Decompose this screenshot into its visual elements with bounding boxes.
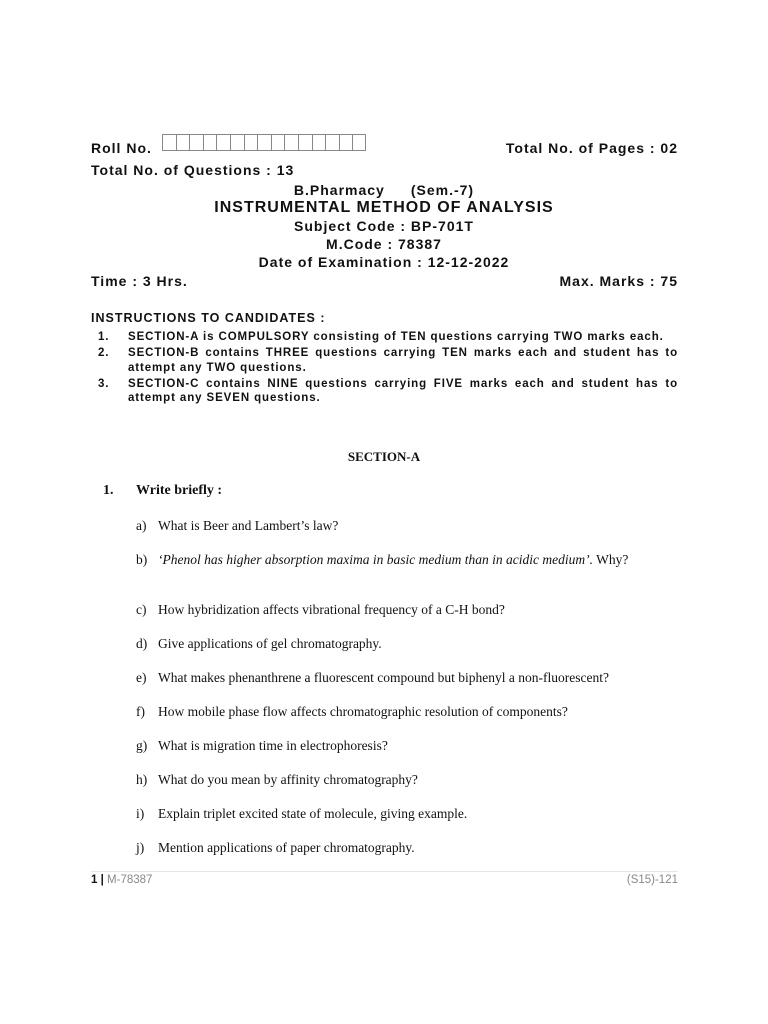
subquestion-e [136,669,678,686]
roll-number-box [203,134,217,151]
subquestion-label: f) [136,704,145,719]
roll-number-box [162,134,176,151]
instruction-text: SECTION-B contains THREE questions carrying TEN marks each and student has to attempt any TWO questions. [128,347,678,374]
subquestion-label: b) [136,552,148,567]
subquestion-d [136,635,678,652]
subquestion-text: Explain triplet excited state of molecule, giving example. [158,806,468,821]
program-line [0,182,768,198]
subquestion-text: Mention applications of paper chromatography. [158,840,415,855]
instruction-text: SECTION-C contains NINE questions carrying FIVE marks each and student has to attempt any SEVEN questions. [128,377,678,405]
roll-number-box [284,134,298,151]
subquestion-f [136,703,678,720]
roll-number-box [352,134,366,151]
subject-code: Subject Code : BP-701T [294,218,474,234]
roll-number-box [176,134,190,151]
subquestion-label: h) [136,772,148,787]
instruction-number: 3. [98,377,110,390]
subquestion-label: e) [136,670,147,685]
roll-number-box [230,134,244,151]
roll-number-box [325,134,339,151]
roll-number-row [91,138,678,158]
total-pages: Total No. of Pages : 02 [505,140,678,156]
subquestion-label: c) [136,602,147,617]
subquestion-label: g) [136,738,148,753]
instruction-text: SECTION-A is COMPULSORY consisting of TEN questions carrying TWO marks each. [128,331,664,343]
subquestion-a [136,517,678,534]
roll-number-box [271,134,285,151]
instruction-item [98,346,678,375]
subquestion-text: How mobile phase flow affects chromatographic resolution of components? [158,704,568,719]
semester: (Sem.-7) [410,182,475,198]
question-number: 1. [103,483,114,498]
exam-date: Date of Examination : 12-12-2022 [258,254,510,270]
subquestion-label: a) [136,518,147,533]
max-marks: Max. Marks : 75 [559,273,678,289]
roll-number-box [189,134,203,151]
instruction-item [98,377,678,406]
footer-separator: | [100,874,104,886]
subquestion-i [136,805,678,822]
subject-title: INSTRUMENTAL METHOD OF ANALYSIS [214,199,554,216]
instructions-heading: INSTRUCTIONS TO CANDIDATES : [91,311,326,325]
exam-time: Time : 3 Hrs. [91,273,188,289]
subquestion-text: What is migration time in electrophoresis? [158,738,388,753]
roll-number-box [339,134,353,151]
question-1 [103,483,223,499]
program-name: B.Pharmacy [293,182,385,198]
subquestion-c [136,601,678,618]
subquestion-text: Give applications of gel chromatography. [158,636,382,651]
footer-code: M-78387 [107,874,153,886]
instruction-number: 1. [98,331,110,343]
subquestion-j [136,839,678,856]
roll-number-box [298,134,312,151]
subquestion-text: How hybridization affects vibrational frequency of a C-H bond? [158,602,505,617]
roll-number-box [257,134,271,151]
question-text: Write briefly : [136,483,223,498]
subquestion-text: What makes phenanthrene a fluorescent compound but biphenyl a non-fluorescent? [158,670,609,685]
footer-right: (S15)-121 [626,874,678,886]
footer-page-number: 1 [91,874,98,886]
total-questions: Total No. of Questions : 13 [91,162,295,178]
instruction-number: 2. [98,347,110,360]
roll-number-boxes [162,134,366,152]
subquestion-text: What do you mean by affinity chromatography? [158,772,418,787]
subquestion-label: d) [136,636,148,651]
m-code: M.Code : 78387 [326,236,442,252]
section-a-title: SECTION-A [347,449,421,464]
subquestion-label: j) [136,840,145,855]
subquestion-label: i) [136,806,145,821]
footer-divider [91,871,678,872]
subquestion-italic-text: ‘Phenol has higher absorption maxima in basic medium than in acidic medium’. [158,552,593,567]
subquestion-g [136,737,678,754]
roll-number-label: Roll No. [91,140,152,156]
roll-number-box [216,134,230,151]
roll-number-box [244,134,258,151]
subquestion-b [136,551,678,568]
footer-left [91,874,152,886]
roll-number-box [312,134,326,151]
instructions-list [98,330,678,407]
subquestion-tail-text: Why? [592,552,629,567]
instruction-item [98,330,678,344]
subquestion-text [136,551,678,568]
subquestion-h [136,771,678,788]
subquestion-text: What is Beer and Lambert’s law? [158,518,339,533]
